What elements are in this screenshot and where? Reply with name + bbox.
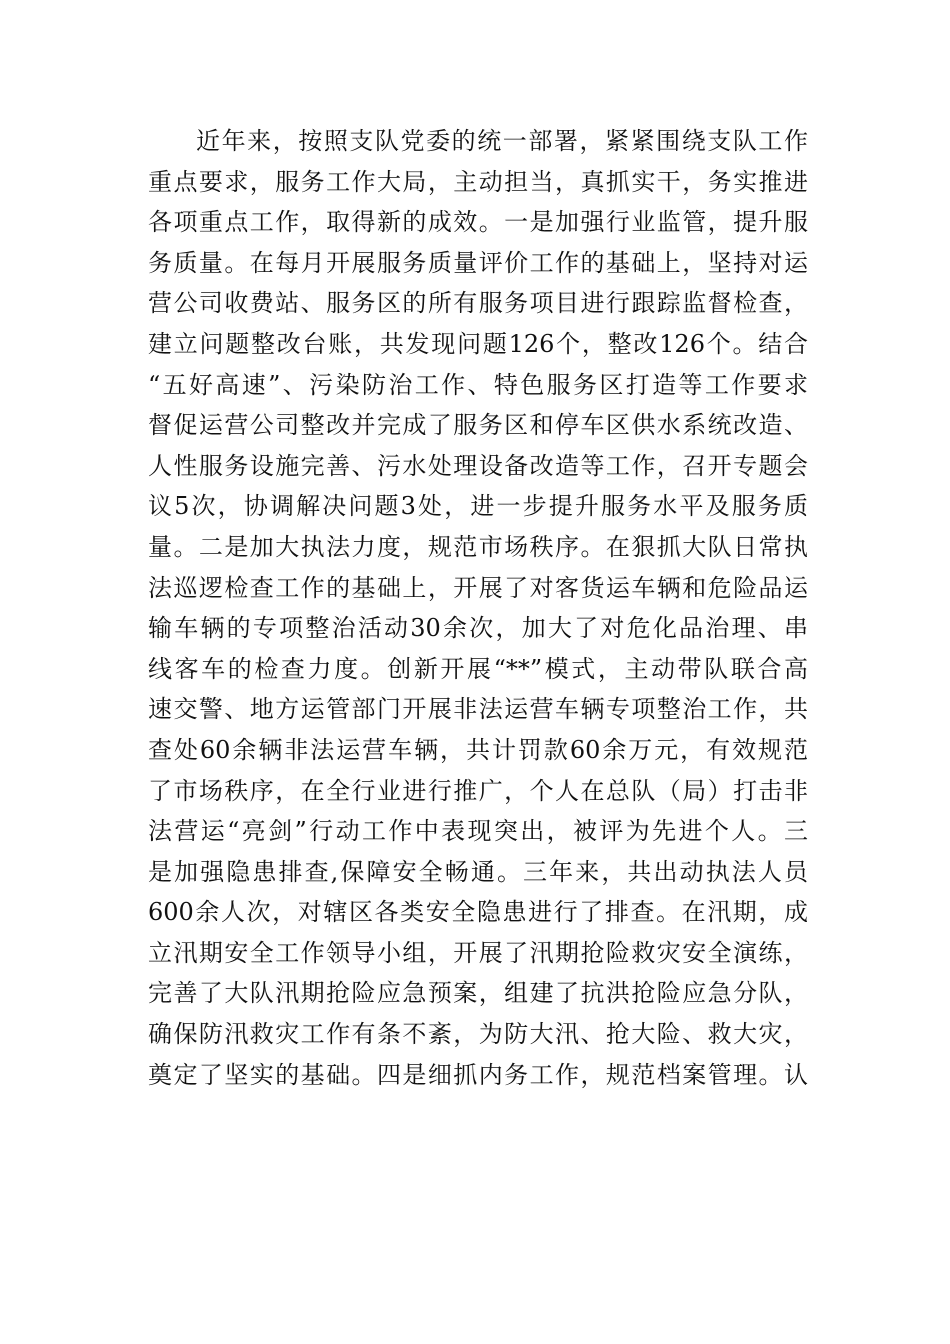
text-line-4: 务质量。在每月开展服务质量评价工作的基础上，坚持对运 — [148, 248, 808, 277]
text-line-19: 是加强隐患排查,保障安全畅通。三年来，共出动执法人员 — [148, 857, 808, 886]
text-line-17: 了市场秩序，在全行业进行推广，个人在总队（局）打击非 — [148, 776, 808, 805]
text-line-23: 确保防汛救灾工作有条不紊，为防大汛、抢大险、救大灾， — [148, 1020, 808, 1049]
text-line-11: 量。二是加大执法力度，规范市场秩序。在狠抓大队日常执 — [148, 532, 808, 561]
text-line-2: 重点要求，服务工作大局，主动担当，真抓实干，务实推进 — [148, 167, 808, 196]
text-line-15: 速交警、地方运管部门开展非法运营车辆专项整治工作，共 — [148, 695, 808, 724]
text-line-14: 线客车的检查力度。创新开展“**”模式，主动带队联合高 — [148, 654, 808, 683]
text-line-7: “五好高速”、污染防治工作、特色服务区打造等工作要求 — [148, 370, 808, 399]
text-line-12: 法巡逻检查工作的基础上，开展了对客货运车辆和危险品运 — [148, 573, 808, 602]
text-line-1: 近年来，按照支队党委的统一部署，紧紧围绕支队工作 — [196, 127, 808, 155]
text-line-22: 完善了大队汛期抢险应急预案，组建了抗洪抢险应急分队， — [148, 979, 808, 1008]
text-line-20: 600余人次，对辖区各类安全隐患进行了排查。在汛期，成 — [148, 898, 808, 927]
text-line-8: 督促运营公司整改并完成了服务区和停车区供水系统改造、 — [148, 411, 808, 440]
text-line-9: 人性服务设施完善、污水处理设备改造等工作，召开专题会 — [148, 451, 808, 480]
text-line-16: 查处60余辆非法运营车辆，共计罚款60余万元，有效规范 — [148, 735, 808, 764]
text-line-6: 建立问题整改台账，共发现问题126个，整改126个。结合 — [148, 329, 808, 358]
text-line-5: 营公司收费站、服务区的所有服务项目进行跟踪监督检查， — [148, 289, 808, 318]
text-line-24: 奠定了坚实的基础。四是细抓内务工作，规范档案管理。认 — [148, 1060, 808, 1089]
text-line-3: 各项重点工作，取得新的成效。一是加强行业监管，提升服 — [148, 208, 808, 237]
text-line-10: 议5次，协调解决问题3处，进一步提升服务水平及服务质 — [148, 492, 808, 521]
text-line-13: 输车辆的专项整治活动30余次，加大了对危化品治理、串 — [148, 614, 808, 643]
text-line-18: 法营运“亮剑”行动工作中表现突出，被评为先进个人。三 — [148, 817, 808, 846]
text-line-21: 立汛期安全工作领导小组，开展了汛期抢险救灾安全演练， — [148, 938, 808, 967]
body-paragraph — [148, 121, 808, 1095]
